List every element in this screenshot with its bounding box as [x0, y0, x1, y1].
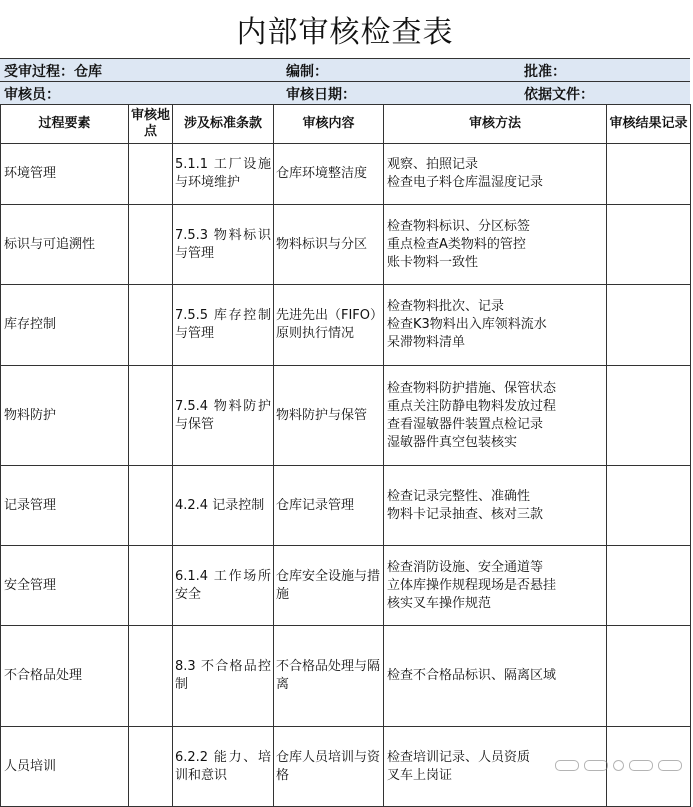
cell-clause: 5.1.1 工厂设施与环境维护 — [173, 144, 274, 205]
audit-table — [0, 104, 691, 807]
cell-content: 仓库人员培训与资格 — [274, 727, 384, 807]
method-line: 立体库操作规程现场是否悬挂 — [387, 577, 557, 593]
basis-label: 依据文件： — [524, 87, 594, 103]
cell-location — [129, 366, 173, 466]
cell-clause: 7.5.3 物料标识与管理 — [173, 205, 274, 285]
cell-process: 库存控制 — [1, 285, 129, 366]
cell-content: 仓库安全设施与措施 — [274, 546, 384, 626]
cell-process: 人员培训 — [1, 727, 129, 807]
cell-process: 环境管理 — [1, 144, 129, 205]
method-line: 重点检查A类物料的管控 — [387, 236, 526, 252]
cell-content: 仓库记录管理 — [274, 466, 384, 546]
method-line: 检查物料防护措施、保管状态 — [387, 380, 557, 396]
cell-content: 先进先出（FIFO）原则执行情况 — [274, 285, 384, 366]
header-location: 审核地点 — [129, 105, 173, 144]
auditor-label: 审核员： — [4, 87, 60, 103]
cell-content: 物料防护与保管 — [274, 366, 384, 466]
table-row — [1, 144, 691, 205]
cell-location — [129, 727, 173, 807]
method-line: 检查记录完整性、准确性 — [387, 488, 531, 504]
cell-clause: 7.5.5 库存控制与管理 — [173, 285, 274, 366]
info-row-process — [0, 58, 690, 81]
cell-clause: 6.1.4 工作场所安全 — [173, 546, 274, 626]
method-line: 账卡物料一致性 — [387, 254, 479, 270]
cell-location — [129, 144, 173, 205]
method-line: 观察、拍照记录 — [387, 157, 479, 172]
header-content: 审核内容 — [274, 105, 384, 144]
approved-label: 批准： — [524, 64, 566, 80]
cell-method — [384, 466, 607, 546]
method-line: 检查不合格品标识、隔离区域 — [387, 668, 557, 683]
cell-process: 不合格品处理 — [1, 626, 129, 727]
method-line: 检查K3物料出入库领料流水 — [387, 317, 547, 332]
cell-process: 标识与可追溯性 — [1, 205, 129, 285]
method-line: 查看湿敏器件装置点检记录 — [387, 416, 544, 432]
cell-clause: 4.2.4 记录控制 — [173, 466, 274, 546]
cell-clause: 6.2.2 能力、培训和意识 — [173, 727, 274, 807]
cell-clause: 7.5.4 物料防护与保管 — [173, 366, 274, 466]
method-line: 检查消防设施、安全通道等 — [387, 559, 544, 575]
cell-location — [129, 626, 173, 727]
table-row — [1, 285, 691, 366]
cell-location — [129, 205, 173, 285]
table-row — [1, 466, 691, 546]
cell-result — [607, 466, 691, 546]
method-line: 核实叉车操作规范 — [387, 595, 492, 611]
method-line: 物料卡记录抽查、核对三款 — [387, 506, 544, 522]
table-row — [1, 626, 691, 727]
cell-method — [384, 626, 607, 727]
cell-result — [607, 626, 691, 727]
watermark-icon — [555, 760, 682, 771]
cell-method — [384, 205, 607, 285]
table-row — [1, 205, 691, 285]
method-line: 叉车上岗证 — [387, 767, 453, 783]
cell-content: 不合格品处理与隔离 — [274, 626, 384, 727]
cell-location — [129, 285, 173, 366]
cell-location — [129, 466, 173, 546]
method-line: 重点关注防静电物料发放过程 — [387, 398, 557, 414]
prepared-label: 编制： — [286, 64, 328, 80]
cell-process: 物料防护 — [1, 366, 129, 466]
cell-method — [384, 144, 607, 205]
page-title: 内部审核检查表 — [236, 15, 454, 50]
header-row — [1, 105, 691, 144]
info-row-auditor — [0, 81, 690, 104]
cell-process: 安全管理 — [1, 546, 129, 626]
header-result: 审核结果记录 — [607, 105, 691, 144]
cell-result — [607, 144, 691, 205]
cell-content: 仓库环境整洁度 — [274, 144, 384, 205]
table-row — [1, 546, 691, 626]
method-line: 检查培训记录、人员资质 — [387, 749, 531, 765]
cell-method — [384, 285, 607, 366]
cell-result — [607, 205, 691, 285]
cell-result — [607, 546, 691, 626]
method-line: 呆滞物料清单 — [387, 335, 466, 350]
method-line: 检查物料批次、记录 — [387, 299, 505, 314]
table-row — [1, 366, 691, 466]
cell-method — [384, 366, 607, 466]
header-clause: 涉及标准条款 — [173, 105, 274, 144]
cell-content: 物料标识与分区 — [274, 205, 384, 285]
cell-clause: 8.3 不合格品控制 — [173, 626, 274, 727]
date-label: 审核日期： — [286, 87, 356, 103]
cell-result — [607, 285, 691, 366]
method-line: 检查物料标识、分区标签 — [387, 218, 531, 234]
header-process: 过程要素 — [1, 105, 129, 144]
method-line: 湿敏器件真空包装核实 — [387, 434, 518, 450]
cell-result — [607, 366, 691, 466]
header-method: 审核方法 — [384, 105, 607, 144]
process-label: 受审过程：仓库 — [4, 64, 102, 80]
method-line: 检查电子料仓库温湿度记录 — [387, 175, 544, 190]
cell-method — [384, 546, 607, 626]
cell-location — [129, 546, 173, 626]
cell-process: 记录管理 — [1, 466, 129, 546]
